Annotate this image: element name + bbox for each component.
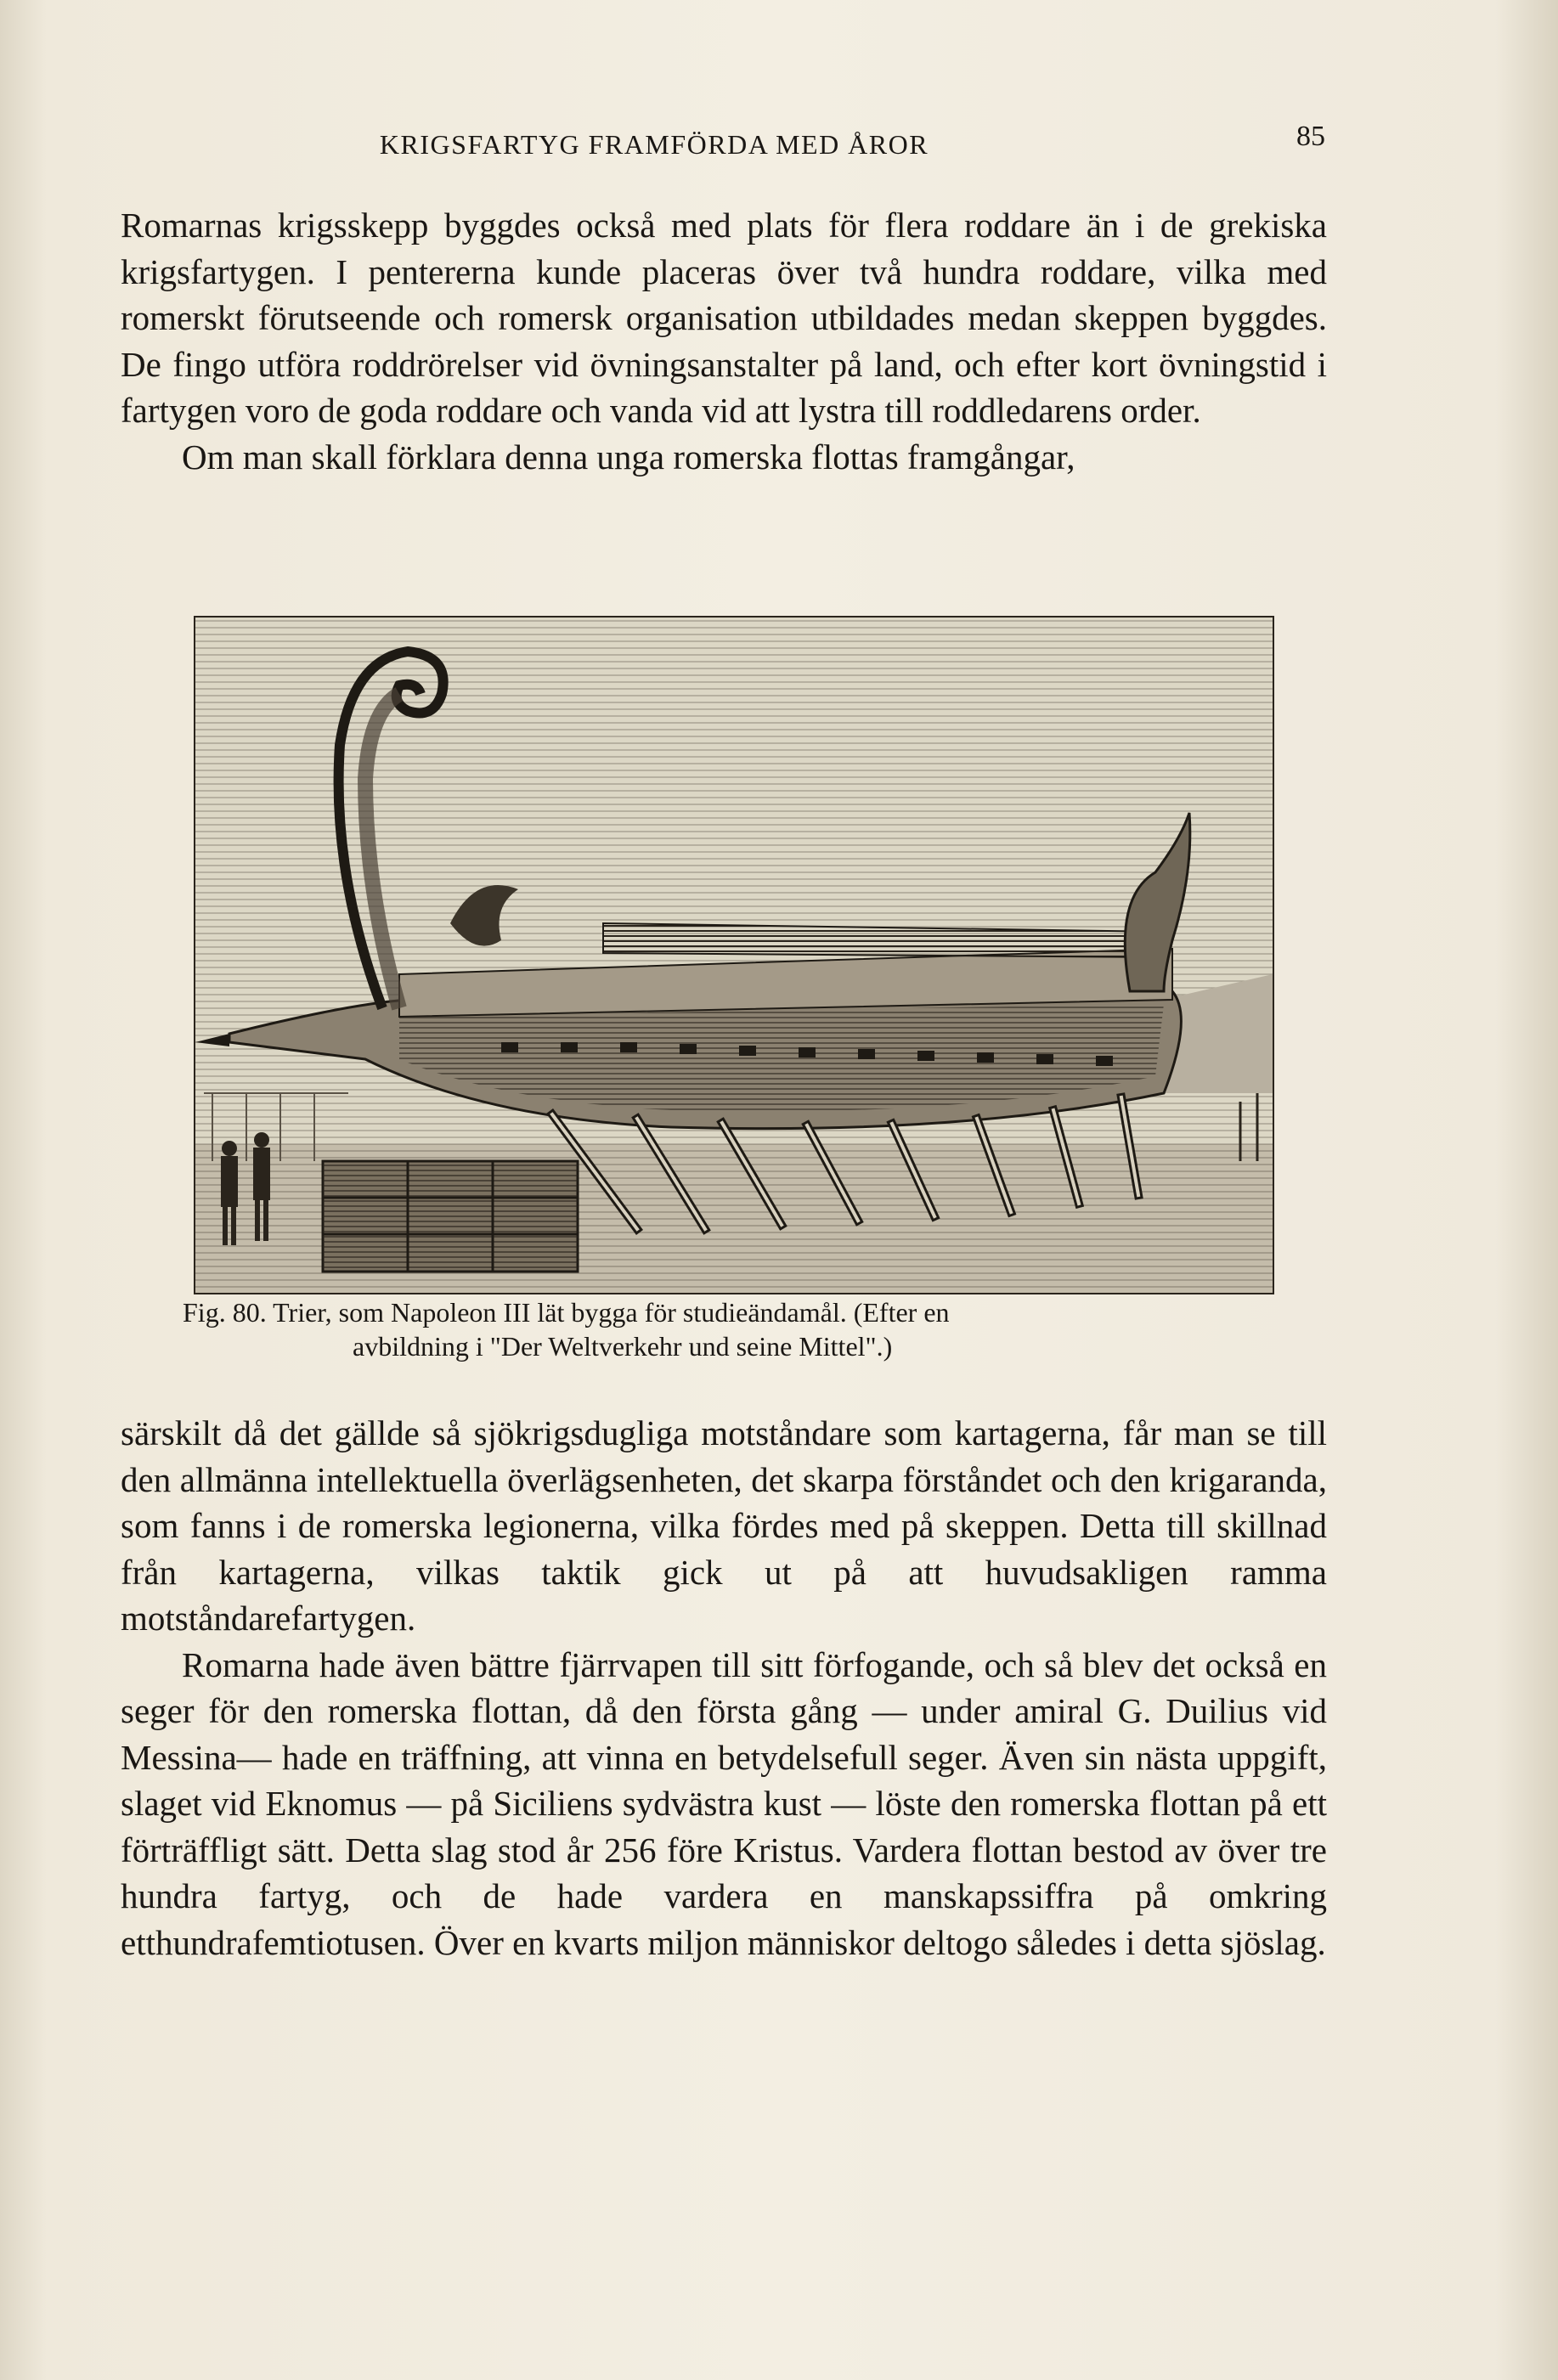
running-title: KRIGSFARTYG FRAMFÖRDA MED ÅROR <box>379 129 929 160</box>
timber-stacks <box>323 1161 578 1272</box>
caption-line: avbildning i "Der Weltverkehr und seine Mittel".) <box>353 1331 893 1362</box>
page-number: 85 <box>1296 121 1325 152</box>
text-block-top <box>121 202 1327 480</box>
paragraph: Om man skall förklara denna unga romerska flottas framgångar, <box>182 437 1075 477</box>
page-header <box>127 121 1325 163</box>
paragraph: särskilt då det gällde så sjökrigsdugliga motståndare som kartagerna, får man se till den allmänna intellektuella överlägsenheten, det skarpa förståndet och den krigaranda, som fanns i de romerska legionerna, vilka fördes med på skeppen. Detta till skillnad från kartagerna, vilkas taktik gick ut på att huvudsakligen ramma motståndarefartygen. <box>121 1413 1327 1638</box>
caption-line: Fig. 80. Trier, som Napoleon III lät bygga för studieändamål. (Efter en <box>183 1297 950 1328</box>
text-block-bottom <box>121 1410 1327 1965</box>
paragraph: Romarna hade även bättre fjärrvapen till sitt förfogande, och så blev det också en seger för den romerska flottan, då den första gång — under amiral G. Duilius vid Messina— hade en träffning, att vinna en betydelsefull seger. Även sin nästa uppgift, slaget vid Eknomus — på Siciliens sydvästra kust — löste den romerska flottan på ett förträffligt sätt. Detta slag stod år 256 före Kristus. Vardera flottan bestod av över tre hundra fartyg, och de hade vardera en manskapssiffra på omkring etthundrafemtiotusen. Över en kvarts miljon människor deltogo således i detta sjöslag. <box>121 1644 1327 1962</box>
trireme-engraving <box>194 616 1274 1294</box>
paragraph: Romarnas krigsskepp byggdes också med plats för flera roddare än i de grekiska krigsfartygen. I pentererna kunde placeras över två hundra roddare, vilka med romerskt förutseende och romersk organisation utbildades medan skeppen byggdes. De fingo utföra roddrörelser vid övningsanstalter på land, och efter kort övningstid i fartygen voro de goda roddare och vanda vid att lystra till roddledarens order. <box>121 206 1327 430</box>
ship-illustration <box>195 618 1273 1293</box>
figure-caption <box>183 1295 1279 1363</box>
